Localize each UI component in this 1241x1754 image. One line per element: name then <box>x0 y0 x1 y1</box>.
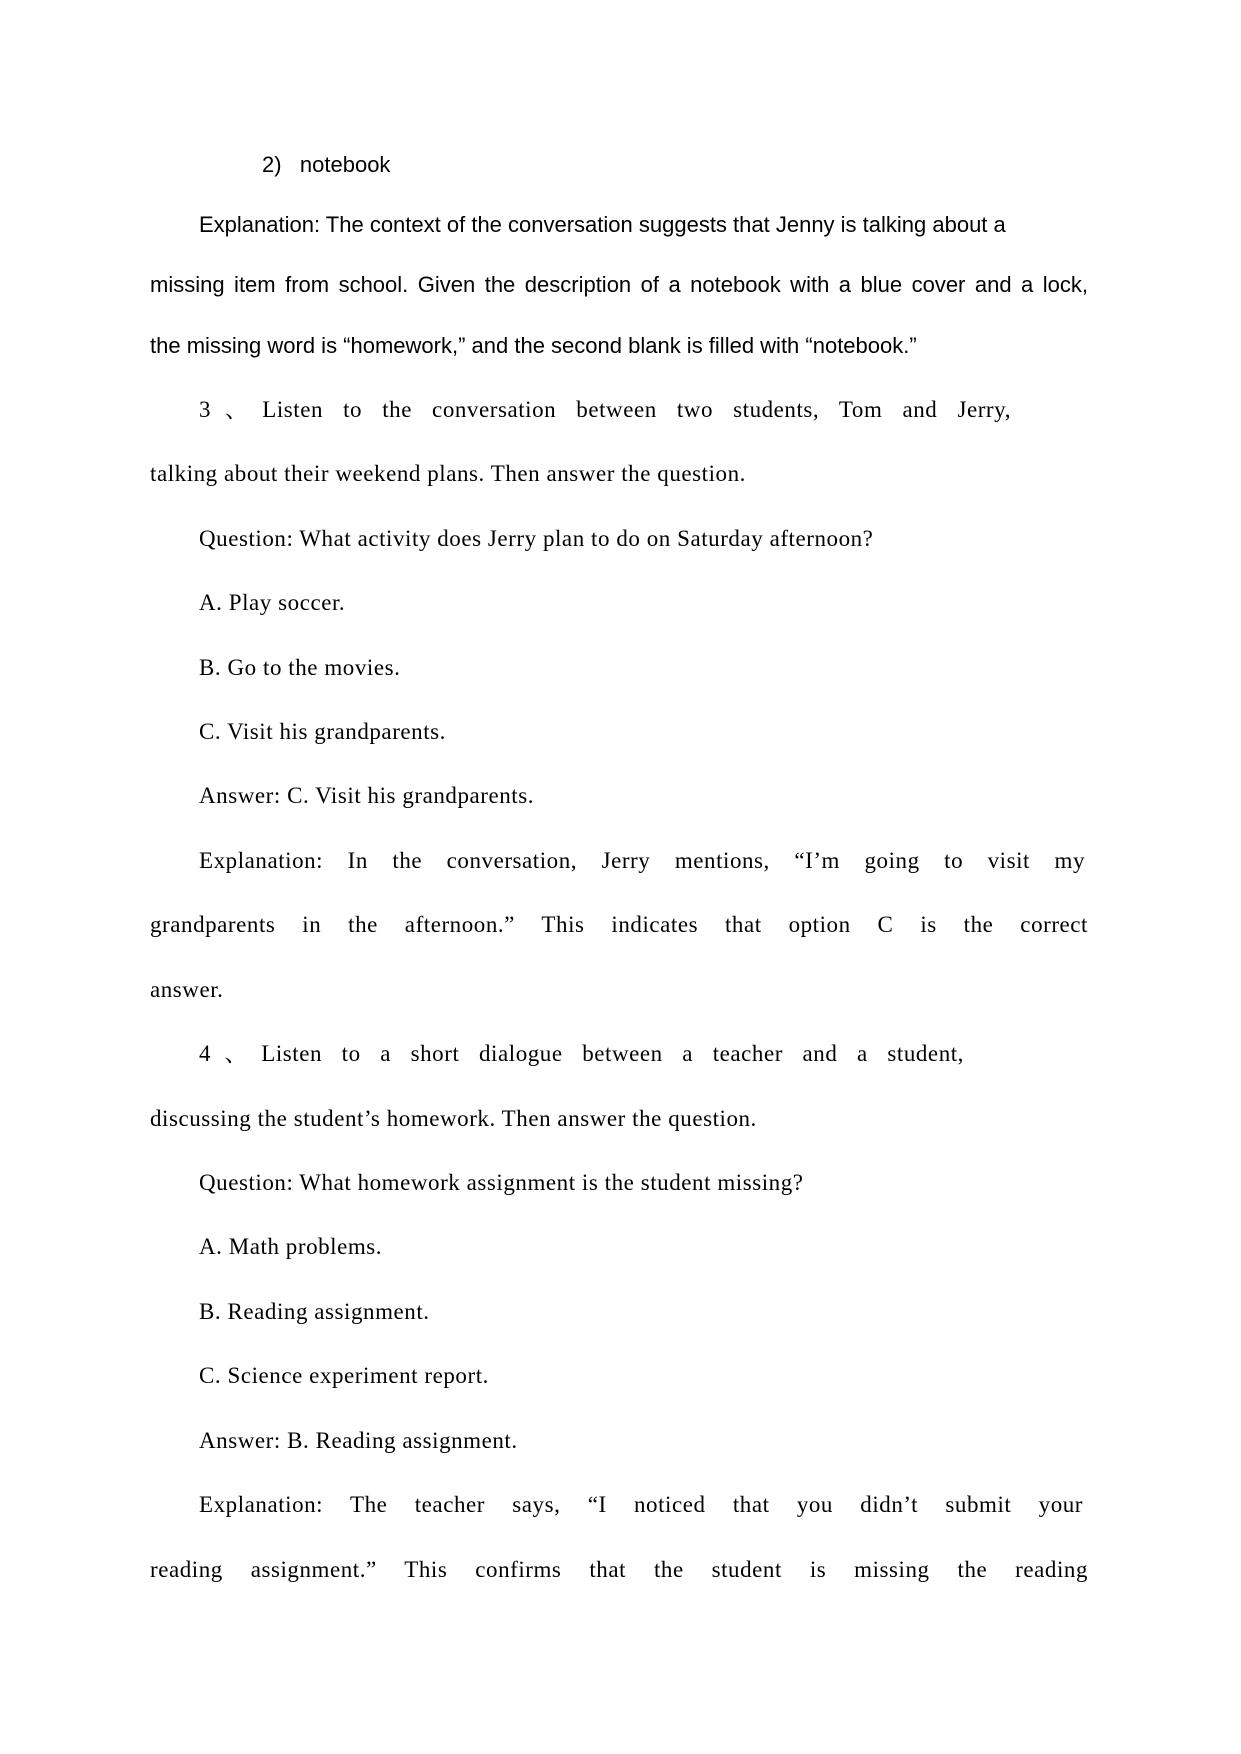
question-3-prompt-line: 3、Listen to the conversation between two students, Tom and Jerry, <box>199 397 1011 422</box>
question-3-explanation-line: Explanation: In the conversation, Jerry mentions, “I’m going to visit my <box>199 848 1085 873</box>
question-3-option-b: B. Go to the movies. <box>199 655 401 680</box>
question-4-prompt-line: 4、Listen to a short dialogue between a teacher and a student, <box>199 1041 964 1066</box>
explanation-paragraph-line: the missing word is “homework,” and the second blank is filled with “notebook.” <box>150 333 917 358</box>
question-3-explanation-line: answer. <box>150 977 224 1002</box>
explanation-paragraph-line: Explanation: The context of the conversation suggests that Jenny is talking about a <box>199 212 1006 237</box>
explanation-paragraph-line: missing item from school. Given the description of a notebook with a blue cover and a lock, <box>150 272 1088 297</box>
question-3-question: Question: What activity does Jerry plan to do on Saturday afternoon? <box>199 526 874 551</box>
question-4-explanation-line: reading assignment.” This confirms that the student is missing the reading <box>150 1557 1088 1582</box>
question-4-option-c: C. Science experiment report. <box>199 1363 489 1388</box>
question-4-option-b: B. Reading assignment. <box>199 1299 430 1324</box>
question-3-option-a: A. Play soccer. <box>199 590 346 615</box>
question-3-explanation-line: grandparents in the afternoon.” This indicates that option C is the correct <box>150 912 1088 937</box>
question-3-answer: Answer: C. Visit his grandparents. <box>199 783 535 808</box>
question-4-explanation-line: Explanation: The teacher says, “I noticed that you didn’t submit your <box>199 1492 1083 1517</box>
question-4-answer: Answer: B. Reading assignment. <box>199 1428 518 1453</box>
list-item-notebook: 2) notebook <box>262 152 391 177</box>
question-4-prompt-line: discussing the student’s homework. Then answer the question. <box>150 1106 757 1131</box>
question-3-prompt-line: talking about their weekend plans. Then answer the question. <box>150 461 746 486</box>
question-3-option-c: C. Visit his grandparents. <box>199 719 446 744</box>
question-4-question: Question: What homework assignment is the student missing? <box>199 1170 804 1195</box>
question-4-option-a: A. Math problems. <box>199 1234 383 1259</box>
